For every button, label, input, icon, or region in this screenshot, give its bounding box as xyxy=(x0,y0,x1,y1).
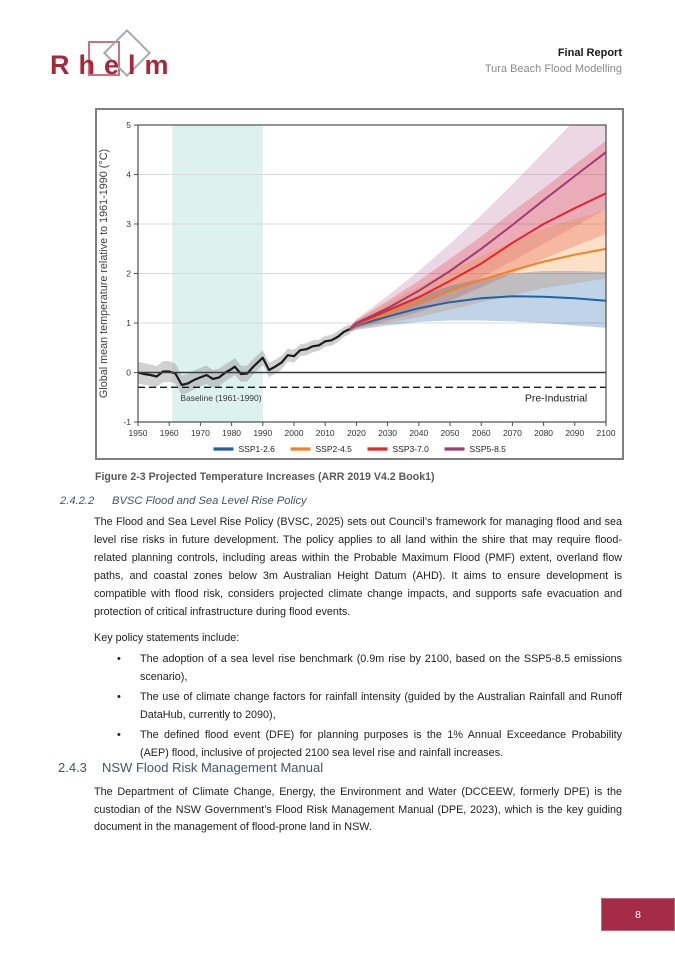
svg-text:4: 4 xyxy=(126,169,131,180)
section-number: 2.4.3 xyxy=(58,760,87,775)
svg-text:1950: 1950 xyxy=(128,428,148,438)
svg-text:1970: 1970 xyxy=(190,428,210,438)
svg-text:2060: 2060 xyxy=(471,428,491,438)
header-project-name: Tura Beach Flood Modelling xyxy=(484,63,622,75)
policy-bullet xyxy=(117,651,622,686)
svg-text:2020: 2020 xyxy=(346,428,366,438)
bullet-icon: • xyxy=(117,691,121,703)
bullet-text: The use of climate change factors for rainfall intensity (guided by the Australian Rainfall and Runoff DataHub, currently to 2090), xyxy=(140,691,622,721)
svg-text:-1: -1 xyxy=(123,417,131,427)
section-number: 2.4.2.2 xyxy=(60,495,95,507)
policy-bullet xyxy=(117,727,622,762)
rhelm-logo xyxy=(48,28,208,98)
bullet-icon: • xyxy=(117,729,121,741)
svg-text:SSP1-2.6: SSP1-2.6 xyxy=(238,444,275,454)
svg-text:SSP2-4.5: SSP2-4.5 xyxy=(315,444,352,454)
svg-text:2080: 2080 xyxy=(534,428,554,438)
svg-text:SSP5-8.5: SSP5-8.5 xyxy=(469,444,506,454)
svg-text:2040: 2040 xyxy=(409,428,429,438)
policy-bullet xyxy=(117,689,622,724)
svg-text:2030: 2030 xyxy=(378,428,398,438)
svg-text:2050: 2050 xyxy=(440,428,460,438)
figure-caption: Figure 2-3 Projected Temperature Increases (ARR 2019 V4.2 Book1) xyxy=(95,471,435,483)
header-report-type: Final Report xyxy=(557,47,622,59)
section-heading-2-4-2-2 xyxy=(60,495,307,507)
y-axis-label: Global mean temperature relative to 1961-1990 (°C) xyxy=(98,148,110,399)
svg-text:2000: 2000 xyxy=(284,428,304,438)
svg-text:2100: 2100 xyxy=(596,428,616,438)
svg-text:1980: 1980 xyxy=(222,428,242,438)
policy-bullet-list xyxy=(117,651,622,765)
pre-industrial-label: Pre-Industrial xyxy=(524,392,588,405)
section-title: BVSC Flood and Sea Level Rise Policy xyxy=(112,495,307,507)
svg-text:1990: 1990 xyxy=(253,428,273,438)
svg-text:1960: 1960 xyxy=(159,428,179,438)
section-heading-2-4-3 xyxy=(58,760,323,775)
page-number-badge xyxy=(601,898,675,931)
svg-text:2070: 2070 xyxy=(502,428,522,438)
svg-text:3: 3 xyxy=(126,219,131,229)
bullet-text: The adoption of a sea level rise benchmark (0.9m rise by 2100, based on the SSP5-8.5 emissions scenario), xyxy=(140,653,622,683)
bullet-icon: • xyxy=(117,653,121,665)
header-right xyxy=(485,45,622,77)
svg-text:2: 2 xyxy=(126,268,131,279)
logo-wordmark: Rhelm xyxy=(50,50,178,80)
bullet-text: The defined flood event (DFE) for planning purposes is the 1% Annual Exceedance Probability (AEP) flood, inclusive of projected 2100 sea level rise and rainfall increases. xyxy=(140,729,622,759)
svg-text:SSP3-7.0: SSP3-7.0 xyxy=(392,444,429,454)
figure-temperature-projections xyxy=(95,108,624,460)
policy-statements-lead: Key policy statements include: xyxy=(94,632,240,644)
page-number: 8 xyxy=(635,908,641,921)
baseline-label: Baseline (1961-1990) xyxy=(180,393,262,404)
policy-paragraph: The Flood and Sea Level Rise Policy (BVSC, 2025) sets out Council’s framework for managing flood and sea level rise risks in future development. The policy applies to all land within the shire that may require flood-related planning controls, including areas within the Probable Maximum Flood (PMF) extent, overland flow paths, and coastal zones below 3m Australian Height Datum (AHD). It aims to ensure development is compatible with flood risk, considers projected climate change impacts, and supports safe evacuation and protection of critical infrastructure during flood events. xyxy=(94,516,622,618)
svg-text:0: 0 xyxy=(126,367,131,378)
temperature-projection-chart xyxy=(97,110,622,458)
svg-text:2090: 2090 xyxy=(565,428,585,438)
manual-paragraph: The Department of Climate Change, Energy, the Environment and Water (DCCEEW, formerly DPE) is the custodian of the NSW Government’s Flood Risk Management Manual (DPE, 2023), which is the key guiding document in the management of flood-prone land in NSW. xyxy=(94,786,622,833)
section-title: NSW Flood Risk Management Manual xyxy=(102,760,324,775)
svg-text:2010: 2010 xyxy=(315,428,335,438)
svg-text:5: 5 xyxy=(126,120,131,130)
svg-text:1: 1 xyxy=(126,318,131,328)
